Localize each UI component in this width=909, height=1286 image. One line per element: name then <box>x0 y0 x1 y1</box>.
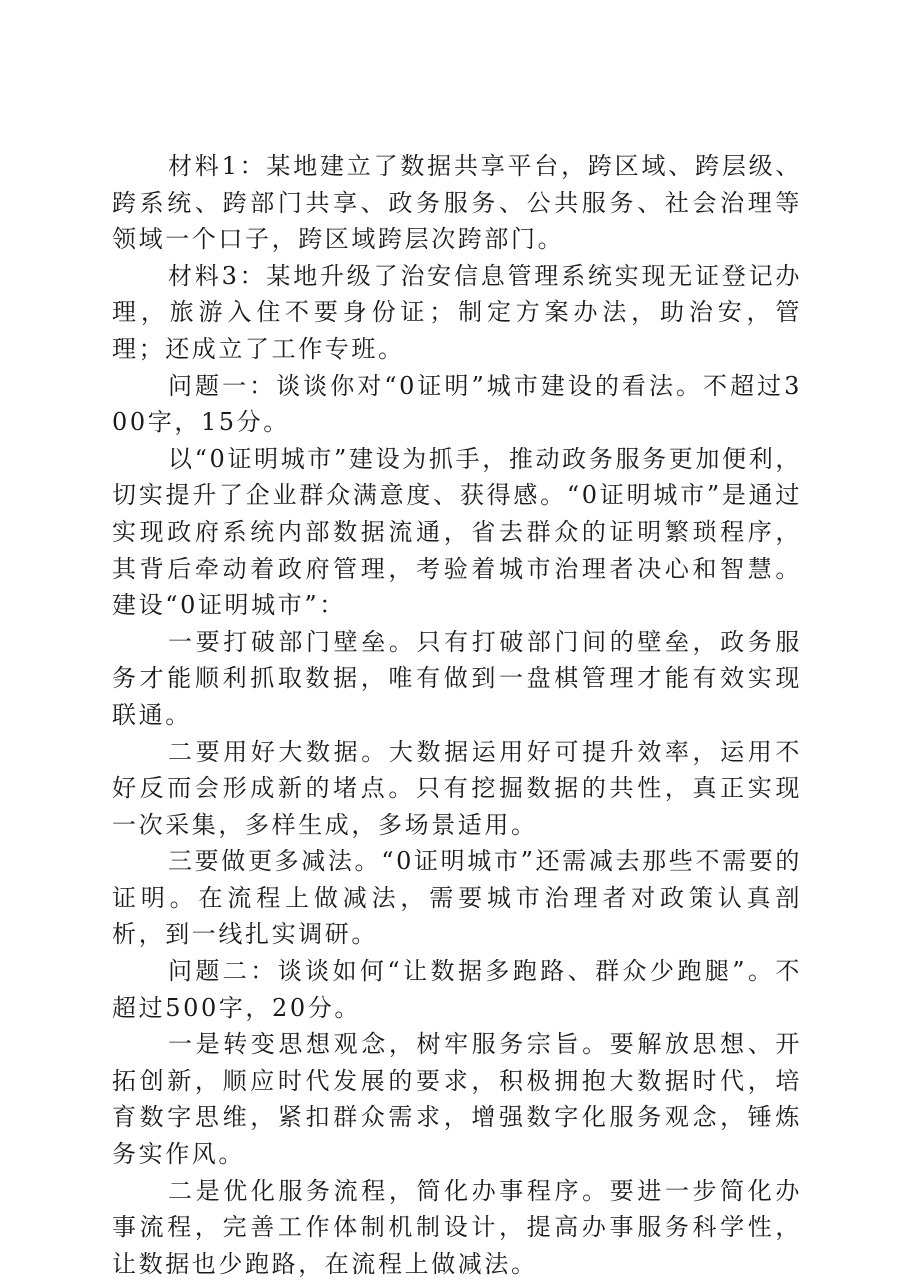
material-1-paragraph: 材料1：某地建立了数据共享平台，跨区域、跨层级、跨系统、跨部门共享、政务服务、公共服务、社会治理等领域一个口子，跨区域跨层次跨部门。 <box>112 152 802 254</box>
answer-1-intro-paragraph: 以“0证明城市”建设为抓手，推动政务服务更加便利，切实提升了企业群众满意度、获得感。“0证明城市”是通过实现政府系统内部数据流通，省去群众的证明繁琐程序，其背后牵动着政府管理，考验着城市治理者决心和智慧。建设“0证明城市”： <box>112 444 802 620</box>
question-1-heading: 问题一：谈谈你对“0证明”城市建设的看法。不超过300字，15分。 <box>112 371 802 437</box>
answer-1-point-1-paragraph: 一要打破部门壁垒。只有打破部门间的壁垒，政务服务才能顺利抓取数据，唯有做到一盘棋管理才能有效实现联通。 <box>112 627 802 729</box>
document-body <box>112 148 802 1282</box>
answer-2-point-1-paragraph: 一是转变思想观念，树牢服务宗旨。要解放思想、开拓创新，顺应时代发展的要求，积极拥抱大数据时代，培育数字思维，紧扣群众需求，增强数字化服务观念，锤炼务实作风。 <box>112 1030 802 1169</box>
answer-1-point-3-paragraph: 三要做更多减法。“0证明城市”还需减去那些不需要的证明。在流程上做减法，需要城市治理者对政策认真剖析，到一线扎实调研。 <box>112 847 802 949</box>
answer-1-point-2-paragraph: 二要用好大数据。大数据运用好可提升效率，运用不好反而会形成新的堵点。只有挖掘数据的共性，真正实现一次采集，多样生成，多场景适用。 <box>112 737 802 839</box>
answer-2-point-2-paragraph: 二是优化服务流程，简化办事程序。要进一步简化办事流程，完善工作体制机制设计，提高办事服务科学性，让数据也少跑路，在流程上做减法。 <box>112 1176 802 1278</box>
question-2-heading: 问题二：谈谈如何“让数据多跑路、群众少跑腿”。不超过500字，20分。 <box>112 957 802 1022</box>
material-3-paragraph: 材料3：某地升级了治安信息管理系统实现无证登记办理，旅游入住不要身份证；制定方案办法，助治安，管理；还成立了工作专班。 <box>112 261 802 363</box>
